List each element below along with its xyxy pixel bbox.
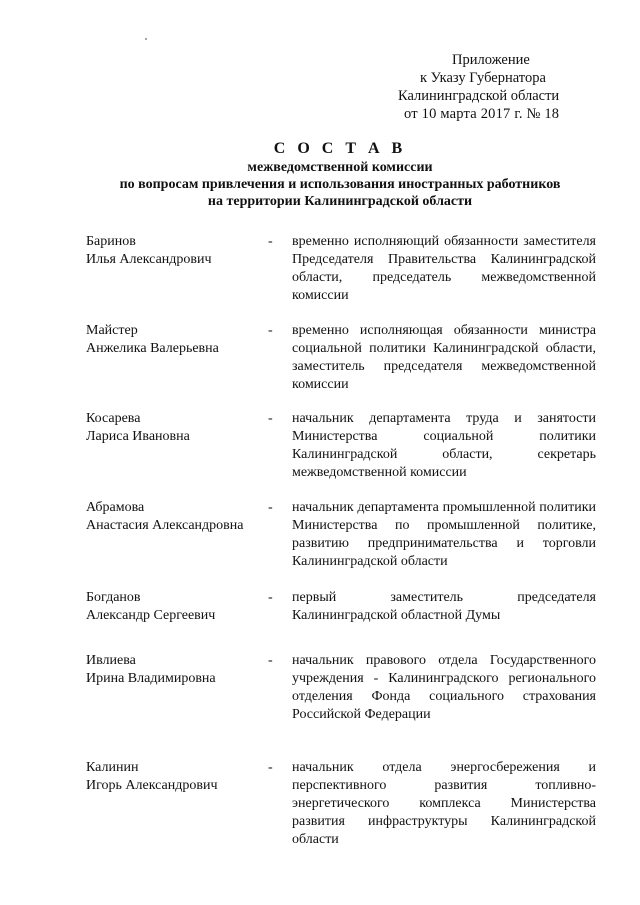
member-given-name: Ирина Владимировна (86, 671, 216, 686)
member-dash: - (268, 653, 273, 668)
appendix-line-3: Калининградской области (398, 88, 560, 104)
member-surname: Майстер (86, 323, 138, 338)
member-dash: - (268, 411, 273, 426)
member-given-name: Игорь Александрович (86, 778, 218, 793)
appendix-header (392, 51, 622, 123)
member-name (86, 322, 266, 358)
title-line-2: межведомственной комиссии (247, 160, 433, 175)
member-given-name: Анжелика Валерьевна (86, 341, 219, 356)
document-title (40, 140, 640, 210)
member-surname: Абрамова (86, 500, 145, 515)
member-name (86, 410, 266, 446)
member-given-name: Лариса Ивановна (86, 429, 190, 444)
title-main: С О С Т А В (273, 140, 407, 157)
member-role: первый заместитель председателя Калининградской областной Думы (292, 590, 596, 623)
member-role: начальник департамента промышленной политики Министерства по промышленной политике, развитию предпринимательства и торговли Калининградской области (292, 500, 596, 569)
scan-speck (145, 38, 147, 40)
member-surname: Косарева (86, 411, 141, 426)
member-dash: - (268, 760, 273, 775)
member-name (86, 759, 266, 795)
member-surname: Баринов (86, 234, 136, 249)
appendix-line-1: Приложение (452, 52, 530, 68)
member-role: начальник правового отдела Государственного учреждения - Калининградского регионального отделения Фонда социального страхования Российской Федерации (292, 653, 596, 722)
member-surname: Ивлиева (86, 653, 136, 668)
member-given-name: Илья Александрович (86, 252, 212, 267)
member-given-name: Александр Сергеевич (86, 608, 216, 623)
title-line-4: на территории Калининградской области (207, 194, 473, 209)
member-name (86, 652, 266, 688)
appendix-line-2: к Указу Губернатора (420, 70, 546, 86)
member-surname: Богданов (86, 590, 141, 605)
title-line-3: по вопросам привлечения и использования иностранных работников (119, 177, 561, 192)
member-surname: Калинин (86, 760, 139, 775)
member-role: начальник департамента труда и занятости Министерства социальной политики Калининградской области, секретарь межведомственной комиссии (292, 411, 596, 480)
member-name (86, 233, 266, 269)
member-role: временно исполняющий обязанности заместителя Председателя Правительства Калининградской области, председатель межведомственной комиссии (292, 234, 596, 303)
member-dash: - (268, 234, 273, 249)
member-dash: - (268, 500, 273, 515)
member-given-name: Анастасия Александровна (86, 518, 244, 533)
member-dash: - (268, 590, 273, 605)
appendix-date-number: от 10 марта 2017 г. № 18 (404, 106, 560, 122)
member-name (86, 589, 266, 625)
member-role: временно исполняющая обязанности министра социальной политики Калининградской области, заместитель председателя межведомственной комиссии (292, 323, 596, 392)
member-role: начальник отдела энергосбережения и перспективного развития топливно-энергетического комплекса Министерства развития инфраструктуры Калининградской области (292, 760, 596, 847)
member-name (86, 499, 266, 535)
member-dash: - (268, 323, 273, 338)
